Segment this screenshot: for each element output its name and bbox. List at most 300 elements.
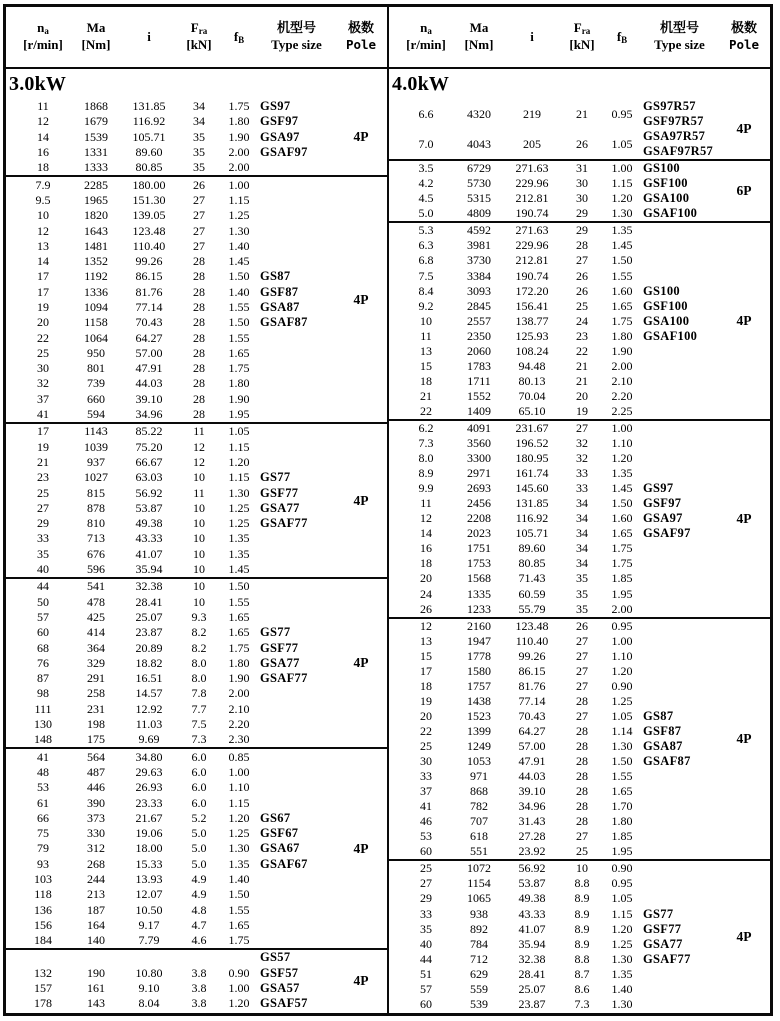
model-name: [258, 732, 335, 747]
fra-cell: 28: [576, 238, 588, 253]
ma-cell: 801: [87, 361, 105, 376]
ma-cell: 1027: [84, 470, 108, 485]
col-ma: [72, 749, 120, 948]
i-cell: 70.43: [518, 708, 546, 723]
col-fb: [220, 950, 258, 1011]
ma-cell: 1143: [84, 424, 108, 439]
na-cell: 30: [37, 361, 49, 376]
model-name: [258, 902, 335, 917]
fb-cell: 1.40: [228, 871, 250, 886]
col-na: [14, 424, 72, 577]
col-type: [258, 749, 335, 948]
ma-cell: 2971: [467, 466, 491, 481]
i-cell: 123.48: [132, 223, 166, 238]
ma-cell: 187: [87, 902, 105, 917]
ma-cell: 815: [87, 485, 105, 500]
model-name: [641, 238, 718, 253]
header-base: i: [147, 28, 151, 44]
model-name: GS100: [643, 283, 680, 298]
na-cell: 33: [420, 769, 432, 784]
ma-cell: 629: [470, 966, 488, 981]
i-cell: 23.33: [135, 795, 163, 810]
na-cell: 12: [37, 223, 49, 238]
model-name: [258, 361, 335, 376]
col-ma: [455, 619, 503, 860]
i-cell: 9.17: [138, 917, 160, 932]
i-cell: 56.92: [135, 485, 163, 500]
fra-cell: 21: [576, 106, 588, 121]
na-cell: 8.9: [418, 466, 434, 481]
header-label: [37, 20, 49, 37]
na-cell: 14: [37, 254, 49, 269]
ma-cell: 231: [87, 701, 105, 716]
col-na: [14, 749, 72, 948]
fra-cell: 10: [576, 861, 588, 876]
pole-badge: 4P: [353, 492, 369, 508]
model-name: GSAF77: [260, 516, 308, 531]
i-cell: 145.60: [515, 481, 549, 496]
model-name: [258, 193, 335, 208]
fb-cell: 2.00: [228, 160, 250, 175]
model-name: [641, 421, 718, 436]
ma-cell: 3300: [467, 451, 491, 466]
header-subscript: ra: [581, 26, 591, 37]
fb-cell: 1.05: [611, 891, 633, 906]
pole-badge: 4P: [736, 510, 752, 526]
ma-cell: 4091: [467, 421, 491, 435]
i-cell: 9.10: [138, 981, 160, 996]
fra-cell: 4.9: [191, 887, 207, 902]
fb-cell: 0.85: [228, 749, 250, 764]
ma-cell: 1820: [84, 208, 108, 223]
col-type: [641, 619, 718, 860]
fb-cell: 1.25: [228, 500, 250, 515]
spec-blocks: [6, 99, 387, 1013]
fb-cell: 1.15: [228, 192, 250, 207]
column-header-row: [389, 7, 770, 69]
header-unit: [kN]: [569, 37, 595, 52]
fb-cell: 1.75: [228, 361, 250, 376]
col-fb: [603, 99, 641, 159]
fra-cell: 8.0: [191, 671, 207, 686]
fra-cell: 8.9: [574, 921, 590, 936]
i-cell: 180.00: [132, 177, 166, 192]
fb-cell: 1.30: [611, 996, 633, 1011]
fb-cell: 1.40: [228, 238, 250, 253]
i-cell: 80.85: [518, 556, 546, 571]
col-i: [503, 161, 561, 221]
i-cell: 108.24: [515, 343, 549, 358]
fb-cell: 1.15: [611, 906, 633, 921]
fra-cell: 4.7: [191, 917, 207, 932]
i-cell: 116.92: [515, 511, 549, 526]
i-cell: 138.77: [515, 313, 549, 328]
header-type: [641, 20, 718, 54]
header-unit: [Nm]: [464, 37, 494, 52]
ma-cell: 373: [87, 810, 105, 825]
ma-cell: 2350: [467, 328, 491, 343]
col-type: [258, 579, 335, 747]
na-cell: 6.3: [418, 238, 434, 253]
fra-cell: 31: [576, 161, 588, 176]
i-cell: 212.81: [515, 191, 549, 206]
header-fra: [178, 20, 220, 54]
ma-cell: 487: [87, 764, 105, 779]
ma-cell: 1965: [84, 192, 108, 207]
ma-cell: 3093: [467, 283, 491, 298]
pole-badge: 4P: [353, 291, 369, 307]
i-cell: 105.71: [515, 526, 549, 541]
fra-cell: 11: [193, 424, 205, 439]
fra-cell: 28: [193, 254, 205, 269]
model-name: GS97: [643, 481, 674, 496]
model-name: [258, 330, 335, 345]
ma-cell: 478: [87, 594, 105, 609]
ma-cell: 1552: [467, 388, 491, 403]
na-cell: 51: [420, 966, 432, 981]
na-cell: 87: [37, 671, 49, 686]
model-name: [258, 547, 335, 562]
header-subscript: a: [44, 26, 49, 37]
model-name: [258, 887, 335, 902]
na-cell: 7.5: [418, 268, 434, 283]
na-cell: 13: [37, 238, 49, 253]
fb-cell: 1.25: [228, 516, 250, 531]
fra-cell: 26: [576, 618, 588, 633]
ma-cell: 712: [470, 951, 488, 966]
ma-cell: 892: [470, 921, 488, 936]
col-fb: [603, 161, 641, 221]
na-cell: 7.0: [418, 136, 434, 151]
i-cell: 34.80: [135, 749, 163, 764]
i-cell: 231.67: [515, 421, 549, 435]
model-name: [258, 407, 335, 422]
i-cell: 53.87: [135, 500, 163, 515]
ma-cell: 3981: [467, 238, 491, 253]
fb-cell: 1.00: [228, 764, 250, 779]
ma-cell: 161: [87, 981, 105, 996]
fb-cell: 2.10: [228, 701, 250, 716]
i-cell: 7.79: [138, 933, 160, 948]
header-unit: [kN]: [186, 37, 212, 52]
header-label: [470, 20, 489, 37]
col-i: [120, 749, 178, 948]
na-cell: 60: [420, 996, 432, 1011]
ma-cell: 258: [87, 686, 105, 701]
ma-cell: 1757: [467, 678, 491, 693]
i-cell: 18.00: [135, 841, 163, 856]
ma-cell: 1154: [467, 876, 491, 891]
i-cell: 94.48: [518, 358, 546, 373]
header-subscript: a: [427, 26, 432, 37]
col-na: [397, 99, 455, 159]
ma-cell: 1679: [84, 114, 108, 129]
fb-cell: 0.90: [611, 678, 633, 693]
fra-cell: 25: [576, 844, 588, 859]
i-cell: 196.52: [515, 436, 549, 451]
col-ma: [72, 579, 120, 747]
fra-cell: 29: [576, 223, 588, 238]
fra-cell: 32: [576, 451, 588, 466]
i-cell: 70.43: [135, 315, 163, 330]
fb-cell: 1.65: [611, 526, 633, 541]
fra-cell: 8.9: [574, 936, 590, 951]
header-label: [234, 29, 244, 46]
fb-cell: 1.10: [611, 436, 633, 451]
model-name: [641, 799, 718, 814]
fb-cell: 1.00: [611, 421, 633, 435]
model-name: [258, 239, 335, 254]
col-pole: [335, 99, 387, 175]
fb-cell: 1.90: [228, 671, 250, 686]
model-name: [641, 466, 718, 481]
fra-cell: 10: [193, 470, 205, 485]
ma-cell: 1065: [467, 891, 491, 906]
col-ma: [72, 99, 120, 175]
ma-cell: 739: [87, 376, 105, 391]
model-name: [258, 392, 335, 407]
col-ma: [455, 223, 503, 419]
na-cell: 44: [420, 951, 432, 966]
na-cell: 15: [420, 358, 432, 373]
model-name: GSF57: [260, 965, 299, 980]
column-header-row: [6, 7, 387, 69]
fb-cell: 1.80: [611, 814, 633, 829]
ma-cell: 1333: [84, 160, 108, 175]
col-fb: [603, 421, 641, 617]
model-name: GS77: [260, 625, 291, 640]
ma-cell: 1064: [84, 330, 108, 345]
na-cell: 29: [37, 516, 49, 531]
ma-cell: 937: [87, 454, 105, 469]
na-cell: 41: [420, 799, 432, 814]
col-type: [258, 177, 335, 422]
header-base: 机型号: [276, 20, 316, 36]
fb-cell: 1.05: [611, 708, 633, 723]
na-cell: 15: [420, 648, 432, 663]
header-fra: [561, 20, 603, 54]
ma-cell: 2208: [467, 511, 491, 526]
na-cell: 132: [34, 965, 52, 980]
ma-cell: 268: [87, 856, 105, 871]
i-cell: 9.69: [138, 732, 160, 747]
ma-cell: 1335: [467, 586, 491, 601]
header-label: [87, 20, 106, 37]
fb-cell: 1.45: [611, 481, 633, 496]
na-cell: 6.6: [418, 106, 434, 121]
fb-cell: 1.95: [611, 844, 633, 859]
ma-cell: [72, 950, 120, 965]
spec-block: [389, 419, 770, 617]
ma-cell: 713: [87, 531, 105, 546]
na-cell: 46: [420, 814, 432, 829]
ma-cell: 1158: [84, 315, 108, 330]
model-name: GSF87: [260, 284, 299, 299]
ma-cell: 1751: [467, 541, 491, 556]
i-cell: 31.43: [518, 814, 546, 829]
col-i: [503, 421, 561, 617]
i-cell: 12.92: [135, 701, 163, 716]
na-cell: 11: [420, 328, 432, 343]
ma-cell: 140: [87, 933, 105, 948]
pole-badge: 4P: [353, 129, 369, 145]
header-fb: [603, 29, 641, 46]
i-cell: 57.00: [518, 738, 546, 753]
fra-cell: 28: [576, 784, 588, 799]
model-name: GSA100: [643, 313, 690, 328]
header-label: [348, 20, 374, 37]
fb-cell: 1.30: [228, 223, 250, 238]
kw-section: [6, 7, 389, 1013]
fra-cell: 28: [576, 769, 588, 784]
fb-cell: 2.30: [228, 732, 250, 747]
col-type: [641, 421, 718, 617]
na-cell: 20: [37, 315, 49, 330]
kw-section: [389, 7, 770, 1013]
na-cell: 32: [37, 376, 49, 391]
header-label: [147, 29, 151, 46]
fra-cell: 7.3: [574, 996, 590, 1011]
col-na: [14, 950, 72, 1011]
i-cell: 172.20: [515, 283, 549, 298]
fb-cell: 1.50: [228, 269, 250, 284]
i-cell: 27.28: [518, 829, 546, 844]
fb-cell: 1.00: [228, 177, 250, 192]
ma-cell: 784: [470, 936, 488, 951]
fra-cell: 34: [576, 526, 588, 541]
model-name: GS67: [260, 810, 291, 825]
model-name: [258, 595, 335, 610]
ma-cell: 1094: [84, 300, 108, 314]
fra-cell: 35: [576, 571, 588, 586]
fb-cell: 1.20: [228, 810, 250, 825]
fra-cell: 27: [576, 708, 588, 723]
fra-cell: 10: [193, 546, 205, 561]
fb-cell: 1.55: [228, 330, 250, 345]
ma-cell: 425: [87, 609, 105, 624]
header-fb: [220, 29, 258, 46]
na-cell: 19: [420, 693, 432, 708]
header-label: [731, 20, 757, 37]
fb-cell: 1.55: [228, 594, 250, 609]
na-cell: 41: [37, 407, 49, 422]
na-cell: 12: [420, 511, 432, 526]
na-cell: 37: [37, 391, 49, 406]
na-cell: 21: [37, 454, 49, 469]
na-cell: 37: [420, 784, 432, 799]
fb-cell: 1.10: [228, 780, 250, 795]
na-cell: 53: [420, 829, 432, 844]
fra-cell: 27: [576, 633, 588, 648]
fb-cell: 1.25: [228, 826, 250, 841]
na-cell: 18: [420, 373, 432, 388]
fb-cell: 1.14: [611, 723, 633, 738]
i-cell: 13.93: [135, 871, 163, 886]
na-cell: 25: [37, 485, 49, 500]
fb-cell: 1.05: [611, 136, 633, 151]
i-cell: 71.43: [518, 571, 546, 586]
na-cell: 18: [37, 160, 49, 175]
fra-cell: 28: [193, 376, 205, 391]
col-na: [397, 223, 455, 419]
ma-cell: 1539: [84, 129, 108, 144]
header-base: F: [573, 20, 582, 36]
i-cell: 131.85: [132, 99, 166, 114]
header-na: [14, 20, 72, 54]
col-i: [120, 99, 178, 175]
model-name: [641, 694, 718, 709]
model-name: [641, 649, 718, 664]
na-cell: 68: [37, 640, 49, 655]
fb-cell: 1.30: [228, 485, 250, 500]
i-cell: [120, 950, 178, 965]
fb-cell: 2.20: [228, 717, 250, 732]
i-cell: 116.92: [132, 114, 166, 129]
fb-cell: 1.75: [228, 933, 250, 948]
col-fra: [561, 99, 603, 159]
header-unit: [Nm]: [81, 37, 111, 52]
ma-cell: 1331: [84, 145, 108, 160]
spec-table: [3, 4, 773, 1016]
model-name: [258, 702, 335, 717]
model-name: [641, 619, 718, 634]
ma-cell: 810: [87, 516, 105, 531]
col-fra: [561, 421, 603, 617]
na-cell: 50: [37, 594, 49, 609]
pole-badge: 6P: [736, 183, 752, 199]
model-name: [641, 602, 718, 617]
model-name: [641, 556, 718, 571]
i-cell: 35.94: [135, 562, 163, 577]
spec-block: [389, 99, 770, 159]
pole-badge: 4P: [736, 928, 752, 944]
section-label: 4.0kW: [392, 72, 450, 95]
fb-cell: 1.45: [228, 562, 250, 577]
i-cell: 44.03: [135, 376, 163, 391]
spec-block: [6, 422, 387, 577]
col-i: [120, 950, 178, 1011]
model-name: [641, 861, 718, 876]
model-name: [258, 686, 335, 701]
model-name: [258, 440, 335, 455]
fra-cell: 35: [193, 160, 205, 175]
col-type: [258, 424, 335, 577]
fb-cell: 1.25: [611, 936, 633, 951]
ma-cell: 446: [87, 780, 105, 795]
col-ma: [72, 950, 120, 1011]
ma-cell: 1072: [467, 861, 491, 876]
fra-cell: 33: [576, 481, 588, 496]
fb-cell: 1.30: [611, 206, 633, 221]
ma-cell: 1192: [84, 269, 108, 284]
header-base: 机型号: [659, 20, 699, 36]
model-name: GSAF100: [643, 328, 698, 343]
fb-cell: 1.70: [611, 799, 633, 814]
i-cell: 161.74: [515, 466, 549, 481]
i-cell: 55.79: [518, 601, 546, 616]
model-name: [641, 541, 718, 556]
fb-cell: 1.80: [228, 655, 250, 670]
na-cell: 18: [420, 678, 432, 693]
pole-badge: 4P: [353, 655, 369, 671]
fra-cell: 10: [193, 594, 205, 609]
ma-cell: 2456: [467, 496, 491, 511]
fra-cell: 30: [576, 191, 588, 206]
fra-cell: 28: [576, 723, 588, 738]
na-cell: 6.2: [418, 421, 434, 435]
ma-cell: 2285: [84, 177, 108, 192]
model-name: GS77: [643, 906, 674, 921]
